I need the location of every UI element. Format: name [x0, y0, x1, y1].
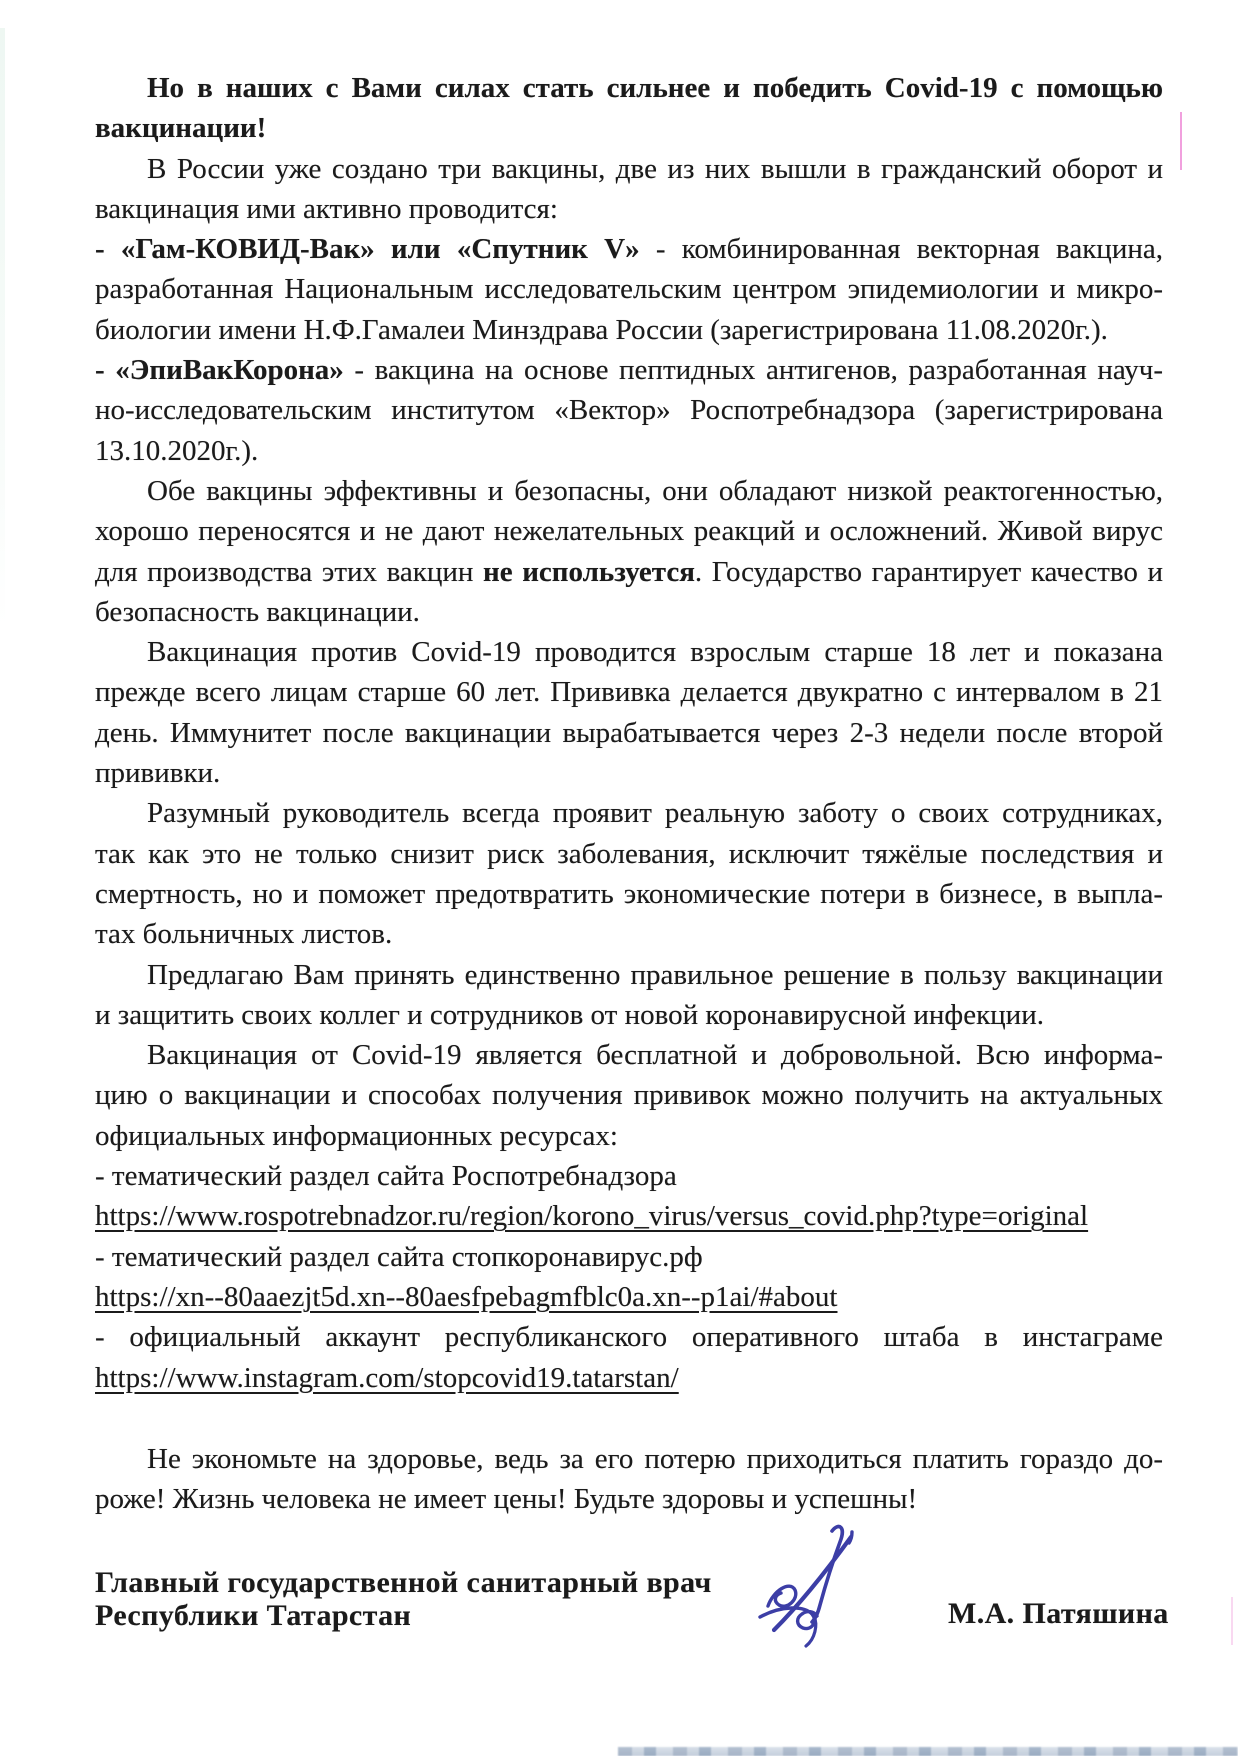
- text-segment: разработанная Национальным исследовательским центром эпидемиологии и микро-: [95, 273, 1163, 306]
- scan-artifact-pink-line-2: [1231, 1597, 1233, 1645]
- text-segment: тах больничных листов.: [95, 918, 393, 951]
- text-segment: смертность, но и поможет предотвратить экономические потери в бизнесе, в выпла-: [95, 877, 1163, 910]
- text-segment: хорошо переносятся и не дают нежелательных реакций и осложнений. Живой вирус: [95, 515, 1163, 548]
- text-line: [95, 350, 1163, 390]
- bold-text-segment: не используется: [483, 555, 695, 588]
- scan-artifact-pink-line: [1180, 112, 1182, 170]
- text-line: [95, 753, 1163, 793]
- text-segment: Разумный руководитель всегда проявит реальную заботу о своих сотрудниках,: [147, 797, 1163, 830]
- signer-title-line2: Республики Татарстан: [95, 1599, 412, 1632]
- handwritten-signature: [752, 1510, 962, 1670]
- text-segment: для производства этих вакцин: [95, 555, 484, 588]
- text-line: [95, 1317, 1163, 1357]
- text-segment: Предлагаю Вам принять единственно правильное решение в пользу вакцинации: [147, 958, 1163, 991]
- signer-title: [95, 1566, 712, 1632]
- text-segment: официальных информационных ресурсах:: [95, 1119, 618, 1152]
- text-line: [95, 552, 1163, 592]
- text-segment: Не экономьте на здоровье, ведь за его потерю приходиться платить гораздо до-: [147, 1442, 1163, 1475]
- text-segment: но-исследовательским институтом «Вектор» Роспотребнадзора (зарегистрирована: [95, 394, 1163, 427]
- text-line: [95, 1479, 1163, 1519]
- text-line: [95, 995, 1163, 1035]
- text-segment: день. Иммунитет после вакцинации вырабатывается через 2-3 недели после второй: [95, 716, 1163, 749]
- text-line: [95, 1439, 1163, 1479]
- text-line: [95, 632, 1163, 672]
- signature-strokes: [752, 1510, 962, 1670]
- text-segment: вакцинация ими активно проводится:: [95, 192, 558, 225]
- bold-text-segment: вакцинации!: [95, 112, 267, 145]
- text-line: [95, 955, 1163, 995]
- signer-title-line1: Главный государственной санитарный врач: [95, 1566, 712, 1599]
- scan-artifact-left-edge: [0, 28, 5, 628]
- text-segment: биологии имени Н.Ф.Гамалеи Минздрава России (зарегистрирована 11.08.2020г.).: [95, 313, 1108, 346]
- text-segment: - тематический раздел сайта стопкоронавирус.рф: [95, 1240, 703, 1273]
- scan-artifact-bottom-strip: [618, 1747, 1238, 1756]
- bold-text-segment: - «ЭпиВакКорона»: [95, 354, 344, 387]
- url-instagram: [95, 1358, 1163, 1398]
- text-line: [95, 68, 1163, 108]
- text-line: [95, 592, 1163, 632]
- text-segment: https://xn--80aaezjt5d.xn--80aesfpebagmfblc0a.xn--p1ai/#about: [95, 1280, 838, 1313]
- text-line: [95, 914, 1163, 954]
- text-segment: Вакцинация от Covid-19 является бесплатной и добровольной. Всю информа-: [147, 1039, 1163, 1072]
- bold-text-segment: Но в наших с Вами силах стать сильнее и победить Covid-19 с помощью: [147, 72, 1163, 104]
- text-line: [95, 1116, 1163, 1156]
- bold-text-segment: - «Гам-КОВИД-Вак» или «Спутник V»: [95, 233, 640, 266]
- text-segment: Вакцинация против Covid-19 проводится взрослым старше 18 лет и показана: [147, 636, 1163, 669]
- text-line: [95, 390, 1163, 430]
- text-segment: - вакцина на основе пептидных антигенов, разработанная науч-: [343, 354, 1163, 387]
- text-segment: - тематический раздел сайта Роспотребнадзора: [95, 1160, 677, 1193]
- text-segment: так как это не только снизит риск заболевания, исключит тяжёлые последствия и: [95, 837, 1163, 870]
- text-segment: https://www.rospotrebnadzor.ru/region/korono_virus/versus_covid.php?type=original: [95, 1200, 1089, 1233]
- text-line: [95, 511, 1163, 551]
- text-line: [95, 471, 1163, 511]
- signer-name: М.А. Патяшина: [948, 1597, 1169, 1630]
- text-segment: Обе вакцины эффективны и безопасны, они обладают низкой реактогенностью,: [147, 474, 1163, 507]
- text-segment: В России уже создано три вакцины, две из них вышли в гражданский оборот и: [147, 152, 1163, 185]
- text-segment: - официальный аккаунт республиканского оперативного штаба в инстаграме: [95, 1321, 1163, 1354]
- text-line: [95, 793, 1163, 833]
- text-line: [95, 672, 1163, 712]
- text-segment: безопасность вакцинации.: [95, 595, 420, 628]
- text-line: [95, 1075, 1163, 1115]
- url-rospotrebnadzor: [95, 1196, 1163, 1236]
- text-segment: https://www.instagram.com/stopcovid19.tatarstan/: [95, 1361, 679, 1394]
- text-line: [95, 1237, 1163, 1277]
- text-line: [95, 108, 1163, 148]
- text-segment: - комбинированная векторная вакцина,: [639, 233, 1163, 266]
- text-line: [95, 310, 1163, 350]
- text-segment: 13.10.2020г.).: [95, 434, 259, 467]
- text-segment: прежде всего лицам старше 60 лет. Прививка делается двукратно с интервалом в 21: [95, 676, 1163, 709]
- text-line: [95, 189, 1163, 229]
- text-line: [95, 834, 1163, 874]
- letter-body: [95, 68, 1163, 1519]
- text-line: [95, 874, 1163, 914]
- text-line: [95, 149, 1163, 189]
- text-line: [95, 713, 1163, 753]
- text-segment: цию о вакцинации и способах получения прививок можно получить на актуальных: [95, 1079, 1163, 1112]
- text-segment: . Государство гарантирует качество и: [694, 555, 1164, 588]
- text-segment: прививки.: [95, 757, 221, 790]
- url-stopcoronavirus: [95, 1277, 1163, 1317]
- text-line: [95, 1156, 1163, 1196]
- text-segment: роже! Жизнь человека не имеет цены! Будьте здоровы и успешны!: [95, 1483, 918, 1516]
- text-line: [95, 431, 1163, 471]
- text-segment: и защитить своих коллег и сотрудников от новой коронавирусной инфекции.: [95, 998, 1044, 1031]
- text-line: [95, 229, 1163, 269]
- text-line: [95, 269, 1163, 309]
- text-line: [95, 1035, 1163, 1075]
